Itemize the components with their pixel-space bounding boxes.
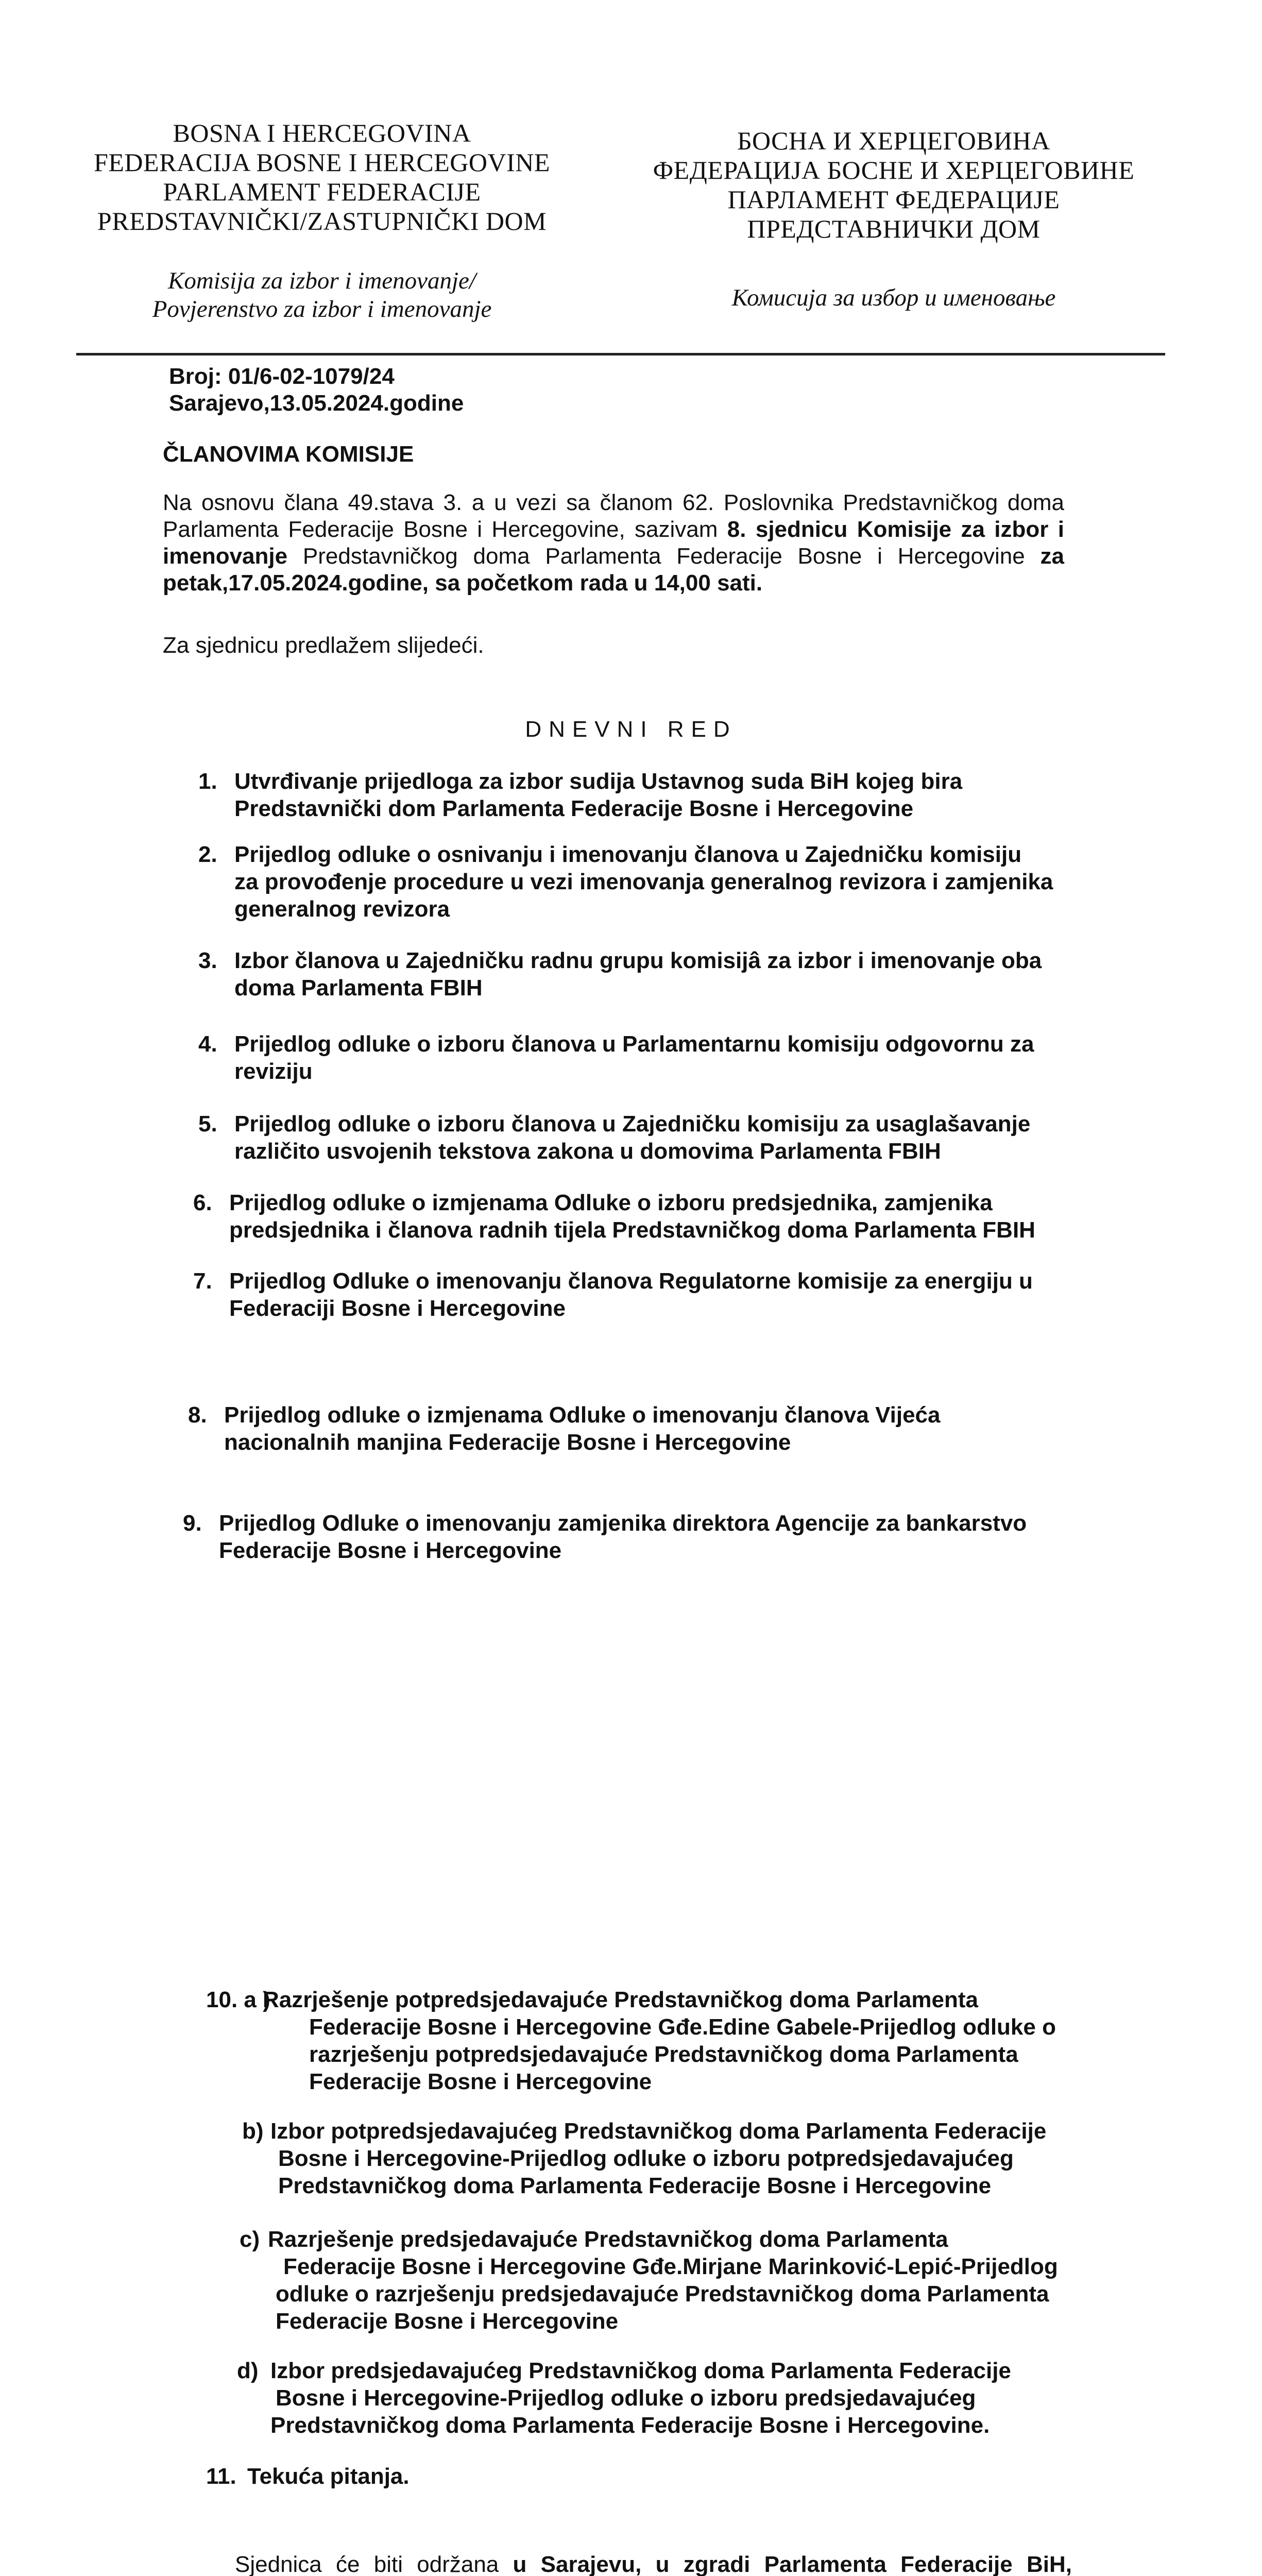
- agenda-item-number: 7.: [193, 1268, 212, 1294]
- intro-text: Na osnovu člana 49.stava 3. a u vezi sa članom 62. Poslovnika Predstavničkog doma Parlamenta Federacije Bosne i Hercegovine, sazivam: [163, 490, 1064, 542]
- agenda-item-line: Bosne i Hercegovine-Prijedlog odluke o izboru predsjedavajućeg: [276, 2385, 976, 2411]
- agenda-item-line: Predstavničkog doma Parlamenta Federacije Bosne i Hercegovine.: [270, 2413, 990, 2438]
- agenda-item-line: Federacije Bosne i Hercegovine Gđe.Mirjane Marinković-Lepić-Prijedlog: [283, 2254, 1058, 2279]
- closing-paragraph: [235, 2551, 1072, 2576]
- addressee: ČLANOVIMA KOMISIJE: [163, 442, 414, 467]
- agenda-item-line: Prijedlog Odluke o imenovanju zamjenika direktora Agencije za bankarstvo: [219, 1511, 1027, 1536]
- agenda-item-line: Tekuća pitanja.: [247, 2464, 410, 2489]
- agenda-item-line: Federacije Bosne i Hercegovine: [276, 2309, 619, 2334]
- header-right-line: БОСНА И ХЕРЦЕГОВИНА: [737, 126, 1050, 155]
- header-divider: [76, 353, 1165, 355]
- header-right: [649, 126, 1138, 312]
- intro-text: Predstavničkog doma Parlamenta Federacije Bosne i Hercegovine: [287, 544, 1041, 569]
- document-place-date: Sarajevo,13.05.2024.godine: [169, 391, 464, 416]
- agenda-item-number: d): [237, 2358, 259, 2383]
- agenda-item-number: 2.: [198, 842, 217, 867]
- agenda-item-line: Razrješenje predsjedavajuće Predstavničkog doma Parlamenta: [268, 2227, 948, 2252]
- agenda-item-number: 8.: [188, 1402, 207, 1428]
- agenda-item-line: reviziju: [234, 1059, 313, 1084]
- agenda-item-line: generalnog revizora: [234, 896, 450, 922]
- propose-line: Za sjednicu predlažem slijedeći.: [163, 633, 484, 658]
- agenda-item-number: 10. a ): [206, 1987, 270, 2012]
- agenda-item-number: b): [242, 2119, 264, 2144]
- agenda-item-line: doma Parlamenta FBIH: [234, 975, 483, 1001]
- committee-name-cyrillic: Комисија за избор и именовање: [731, 284, 1056, 311]
- agenda-item-line: Predstavničkog doma Parlamenta Federacije Bosne i Hercegovine: [278, 2173, 992, 2198]
- committee-line-2: Povjerenstvo za izbor i imenovanje: [152, 296, 492, 323]
- agenda-item-number: c): [240, 2227, 260, 2252]
- document-meta: [169, 363, 464, 417]
- agenda-item-line: Prijedlog odluke o izboru članova u Parlamentarnu komisiju odgovornu za: [234, 1031, 1034, 1057]
- header-left-line: PARLAMENT FEDERACIJE: [163, 177, 481, 206]
- header-right-line: ФЕДЕРАЦИЈА БОСНЕ И ХЕРЦЕГОВИНЕ: [653, 156, 1135, 184]
- closing-venue: u Sarajevu, u zgradi Parlamenta Federacije BiH,: [513, 2552, 1072, 2576]
- agenda-item-line: za provođenje procedure u vezi imenovanja generalnog revizora i zamjenika: [234, 869, 1053, 894]
- agenda-item-line: Izbor potpredsjedavajućeg Predstavničkog doma Parlamenta Federacije: [270, 2119, 1047, 2144]
- agenda-item-line: predsjednika i članova radnih tijela Predstavničkog doma Parlamenta FBIH: [229, 1217, 1035, 1243]
- agenda-item-number: 4.: [198, 1031, 217, 1057]
- agenda-item-line: Federacije Bosne i Hercegovine: [309, 2069, 652, 2094]
- agenda-item-line: Izbor predsjedavajućeg Predstavničkog doma Parlamenta Federacije: [270, 2358, 1011, 2383]
- agenda-item-number: 9.: [183, 1511, 202, 1536]
- committee-name-latin: [82, 267, 561, 324]
- agenda-item-line: Bosne i Hercegovine-Prijedlog odluke o izboru potpredsjedavajućeg: [278, 2146, 1014, 2171]
- header-left-line: BOSNA I HERCEGOVINA: [173, 118, 471, 147]
- agenda-item-line: Predstavnički dom Parlamenta Federacije Bosne i Hercegovine: [234, 796, 914, 821]
- agenda-item-line: Federacije Bosne i Hercegovine: [219, 1538, 562, 1563]
- agenda-title: DNEVNI RED: [525, 717, 737, 742]
- agenda-item-line: odluke o razrješenju predsjedavajuće Predstavničkog doma Parlamenta: [276, 2281, 1049, 2307]
- agenda-item-number: 1.: [198, 769, 217, 794]
- agenda-item-line: različito usvojenih tekstova zakona u domovima Parlamenta FBIH: [234, 1139, 941, 1164]
- agenda-item-line: Federacije Bosne i Hercegovine Gđe.Edine Gabele-Prijedlog odluke o: [309, 2014, 1056, 2040]
- agenda-item-line: Federaciji Bosne i Hercegovine: [229, 1296, 566, 1321]
- agenda-item-number: 3.: [198, 948, 217, 973]
- agenda-item-line: Izbor članova u Zajedničku radnu grupu komisijâ za izbor i imenovanje oba: [234, 948, 1042, 973]
- closing-text: Sjednica će biti održana: [235, 2552, 513, 2576]
- agenda-item-line: Prijedlog odluke o izboru članova u Zajedničku komisiju za usaglašavanje: [234, 1111, 1031, 1137]
- agenda-item-line: Prijedlog odluke o izmjenama Odluke o imenovanju članova Vijeća: [224, 1402, 941, 1428]
- header-left-line: PREDSTAVNIČKI/ZASTUPNIČKI DOM: [97, 207, 547, 235]
- header-left: [82, 118, 561, 324]
- committee-line-1: Komisija za izbor i imenovanje/: [168, 267, 476, 294]
- intro-paragraph: [163, 489, 1064, 597]
- intro-session: 8. sjednicu Komisije za izbor i imenovanje: [163, 517, 1064, 569]
- header-left-line: FEDERACIJA BOSNE I HERCEGOVINE: [94, 148, 550, 177]
- agenda-item-number: 6.: [193, 1190, 212, 1215]
- header-right-line: ПАРЛАМЕНТ ФЕДЕРАЦИЈЕ: [727, 185, 1060, 214]
- agenda-item-line: Razrješenje potpredsjedavajuće Predstavničkog doma Parlamenta: [263, 1987, 978, 2012]
- agenda-item-line: Prijedlog odluke o osnivanju i imenovanju članova u Zajedničku komisiju: [234, 842, 1022, 867]
- header-right-line: ПРЕДСТАВНИЧКИ ДОМ: [747, 214, 1041, 243]
- document-number: Broj: 01/6-02-1079/24: [169, 364, 395, 389]
- agenda-item-line: nacionalnih manjina Federacije Bosne i Hercegovine: [224, 1430, 791, 1455]
- intro-date: za petak,17.05.2024.godine, sa početkom rada u 14,00 sati.: [163, 544, 1064, 596]
- agenda-item-line: Utvrđivanje prijedloga za izbor sudija Ustavnog suda BiH kojeg bira: [234, 769, 963, 794]
- agenda-item-line: razrješenju potpredsjedavajuće Predstavničkog doma Parlamenta: [309, 2042, 1018, 2067]
- agenda-item-line: Prijedlog Odluke o imenovanju članova Regulatorne komisije za energiju u: [229, 1268, 1033, 1294]
- agenda-item-number: 11.: [206, 2464, 236, 2489]
- agenda-item-number: 5.: [198, 1111, 217, 1137]
- agenda-item-line: Prijedlog odluke o izmjenama Odluke o izboru predsjednika, zamjenika: [229, 1190, 993, 1215]
